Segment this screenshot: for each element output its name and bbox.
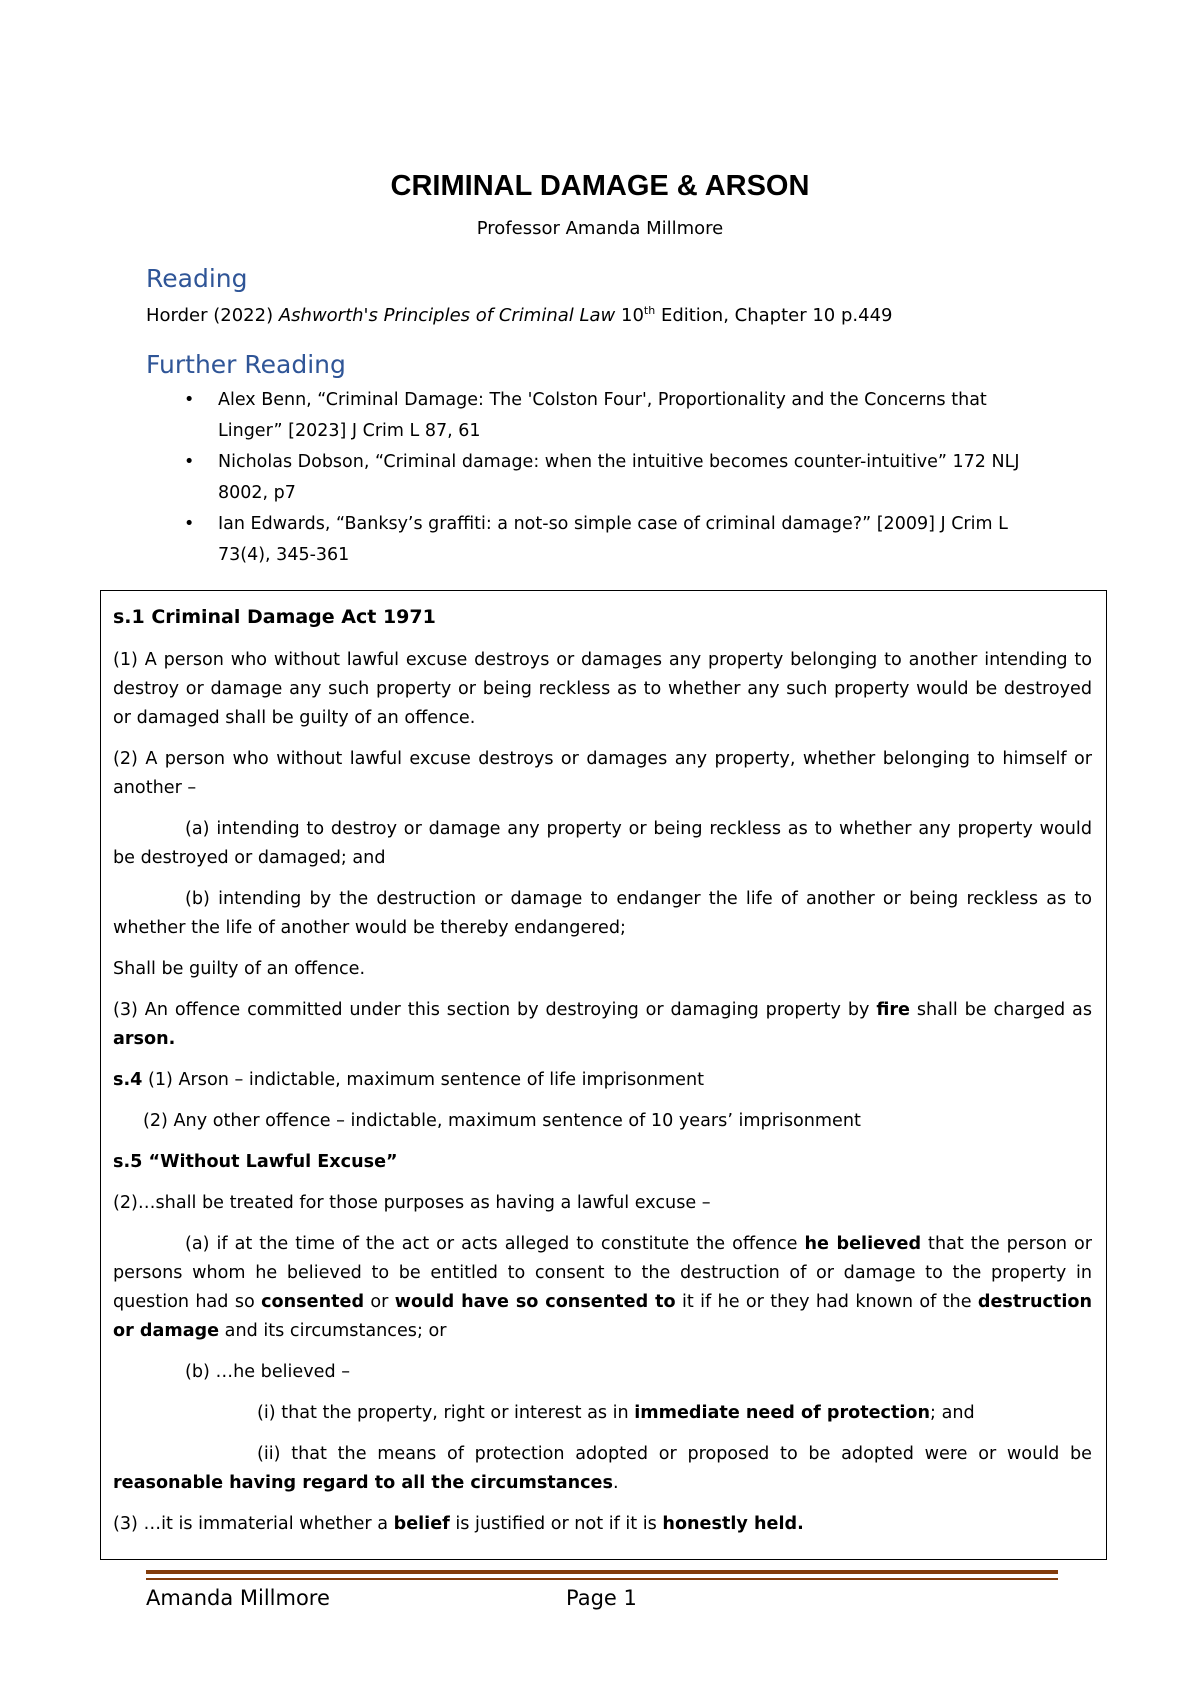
list-item bbox=[146, 509, 1026, 571]
section-1-2: (2) A person who without lawful excuse destroys or damages any property, whether belonging to himself or another – bbox=[113, 749, 1092, 798]
bold-term: consented bbox=[261, 1292, 365, 1312]
text-run: (ii) that the means of protection adopted or proposed to be adopted were or would be bbox=[257, 1444, 1092, 1464]
text-run: (a) if at the time of the act or acts alleged to constitute the offence bbox=[185, 1234, 805, 1254]
list-item-text: Alex Benn, “Criminal Damage: The 'Colston Four', Proportionality and the Concerns that Linger” [2023] J Crim L 87, 61 bbox=[218, 390, 987, 441]
reference-edition-number: 10 bbox=[615, 305, 644, 326]
footer-rule-thick bbox=[146, 1570, 1058, 1574]
reference-edition-suffix: th bbox=[643, 304, 656, 317]
section-label: s.4 bbox=[113, 1070, 143, 1090]
document-title: CRIMINAL DAMAGE & ARSON bbox=[390, 170, 810, 202]
section-1-1: (1) A person who without lawful excuse destroys or damages any property belonging to another intending to destroy or damage any such property or being reckless as to whether any such property would be destroyed or damaged shall be guilty of an offence. bbox=[113, 650, 1092, 728]
reference-author: Horder (2022) bbox=[146, 305, 279, 326]
footer-page-number: Page 1 bbox=[566, 1586, 637, 1610]
reading-reference bbox=[146, 304, 892, 326]
statute-box bbox=[100, 590, 1107, 1560]
text-run: (3) An offence committed under this section by destroying or damaging property by bbox=[113, 1000, 877, 1020]
list-item-text: Ian Edwards, “Banksy’s graffiti: a not-so simple case of criminal damage?” [2009] J Crim L 73(4), 345-361 bbox=[218, 514, 1008, 565]
text-run: (1) Arson – indictable, maximum sentence of life imprisonment bbox=[142, 1070, 705, 1090]
bold-term: immediate need of protection bbox=[634, 1403, 931, 1423]
section-5-2-a bbox=[113, 1230, 1092, 1346]
bold-term: destruction or damage bbox=[113, 1292, 1092, 1341]
bullet-icon: • bbox=[184, 390, 195, 410]
reference-edition-rest: Edition, Chapter 10 p.449 bbox=[655, 305, 893, 326]
bullet-icon: • bbox=[184, 452, 195, 472]
section-1-2-conclusion: Shall be guilty of an offence. bbox=[113, 959, 366, 979]
bold-term: belief bbox=[393, 1514, 450, 1534]
bold-term: he believed bbox=[804, 1234, 922, 1254]
section-5-3 bbox=[113, 1510, 1092, 1539]
footer-author: Amanda Millmore bbox=[146, 1586, 330, 1610]
text-run: (3) …it is immaterial whether a bbox=[113, 1514, 394, 1534]
section-5-2-b-ii bbox=[113, 1440, 1092, 1498]
section-1-3 bbox=[113, 996, 1092, 1054]
author-name: Professor Amanda Millmore bbox=[476, 218, 724, 239]
section-1-2-b: (b) intending by the destruction or damage to endanger the life of another or being reckless as to whether the life of another would be thereby endangered; bbox=[113, 889, 1092, 938]
section-5-2: (2)…shall be treated for those purposes as having a lawful excuse – bbox=[113, 1193, 711, 1213]
footer-rule-thin bbox=[146, 1578, 1058, 1580]
section-5-heading: s.5 “Without Lawful Excuse” bbox=[113, 1152, 398, 1172]
section-5-2-b-i bbox=[113, 1399, 1092, 1428]
further-reading-heading: Further Reading bbox=[146, 350, 346, 379]
text-run: shall be charged as bbox=[909, 1000, 1092, 1020]
list-item-text: Nicholas Dobson, “Criminal damage: when the intuitive becomes counter-intuitive” 172 NLJ 8002, p7 bbox=[218, 452, 1020, 503]
further-reading-list bbox=[146, 385, 1026, 571]
text-run: that the person or persons whom he believed to be entitled to consent to the destruction of or damage to the property in question had so bbox=[113, 1234, 1092, 1312]
reading-heading: Reading bbox=[146, 264, 248, 293]
text-run: (i) that the property, right or interest as in bbox=[257, 1403, 635, 1423]
list-item bbox=[146, 447, 1026, 509]
list-item bbox=[146, 385, 1026, 447]
bold-term: honestly held. bbox=[662, 1514, 804, 1534]
section-1-2-a: (a) intending to destroy or damage any property or being reckless as to whether any property would be destroyed or damaged; and bbox=[113, 819, 1092, 868]
bold-term: arson. bbox=[113, 1029, 176, 1049]
bold-term: fire bbox=[876, 1000, 910, 1020]
text-run: it if he or they had known of the bbox=[675, 1292, 978, 1312]
section-4-2: (2) Any other offence – indictable, maximum sentence of 10 years’ imprisonment bbox=[143, 1111, 861, 1131]
text-run: or bbox=[364, 1292, 395, 1312]
reference-book-title: Ashworth's Principles of Criminal Law bbox=[278, 305, 616, 326]
section-5-2-b: (b) …he believed – bbox=[185, 1362, 351, 1382]
text-run: ; and bbox=[930, 1403, 975, 1423]
bold-term: would have so consented to bbox=[394, 1292, 676, 1312]
text-run: is justified or not if it is bbox=[449, 1514, 663, 1534]
bullet-icon: • bbox=[184, 514, 195, 534]
statute-content bbox=[113, 603, 1092, 1551]
text-run: and its circumstances; or bbox=[219, 1321, 447, 1341]
statute-heading: s.1 Criminal Damage Act 1971 bbox=[113, 606, 436, 628]
bold-term: reasonable having regard to all the circumstances bbox=[113, 1473, 613, 1493]
section-4-1 bbox=[113, 1066, 1092, 1095]
text-run: . bbox=[612, 1473, 619, 1493]
